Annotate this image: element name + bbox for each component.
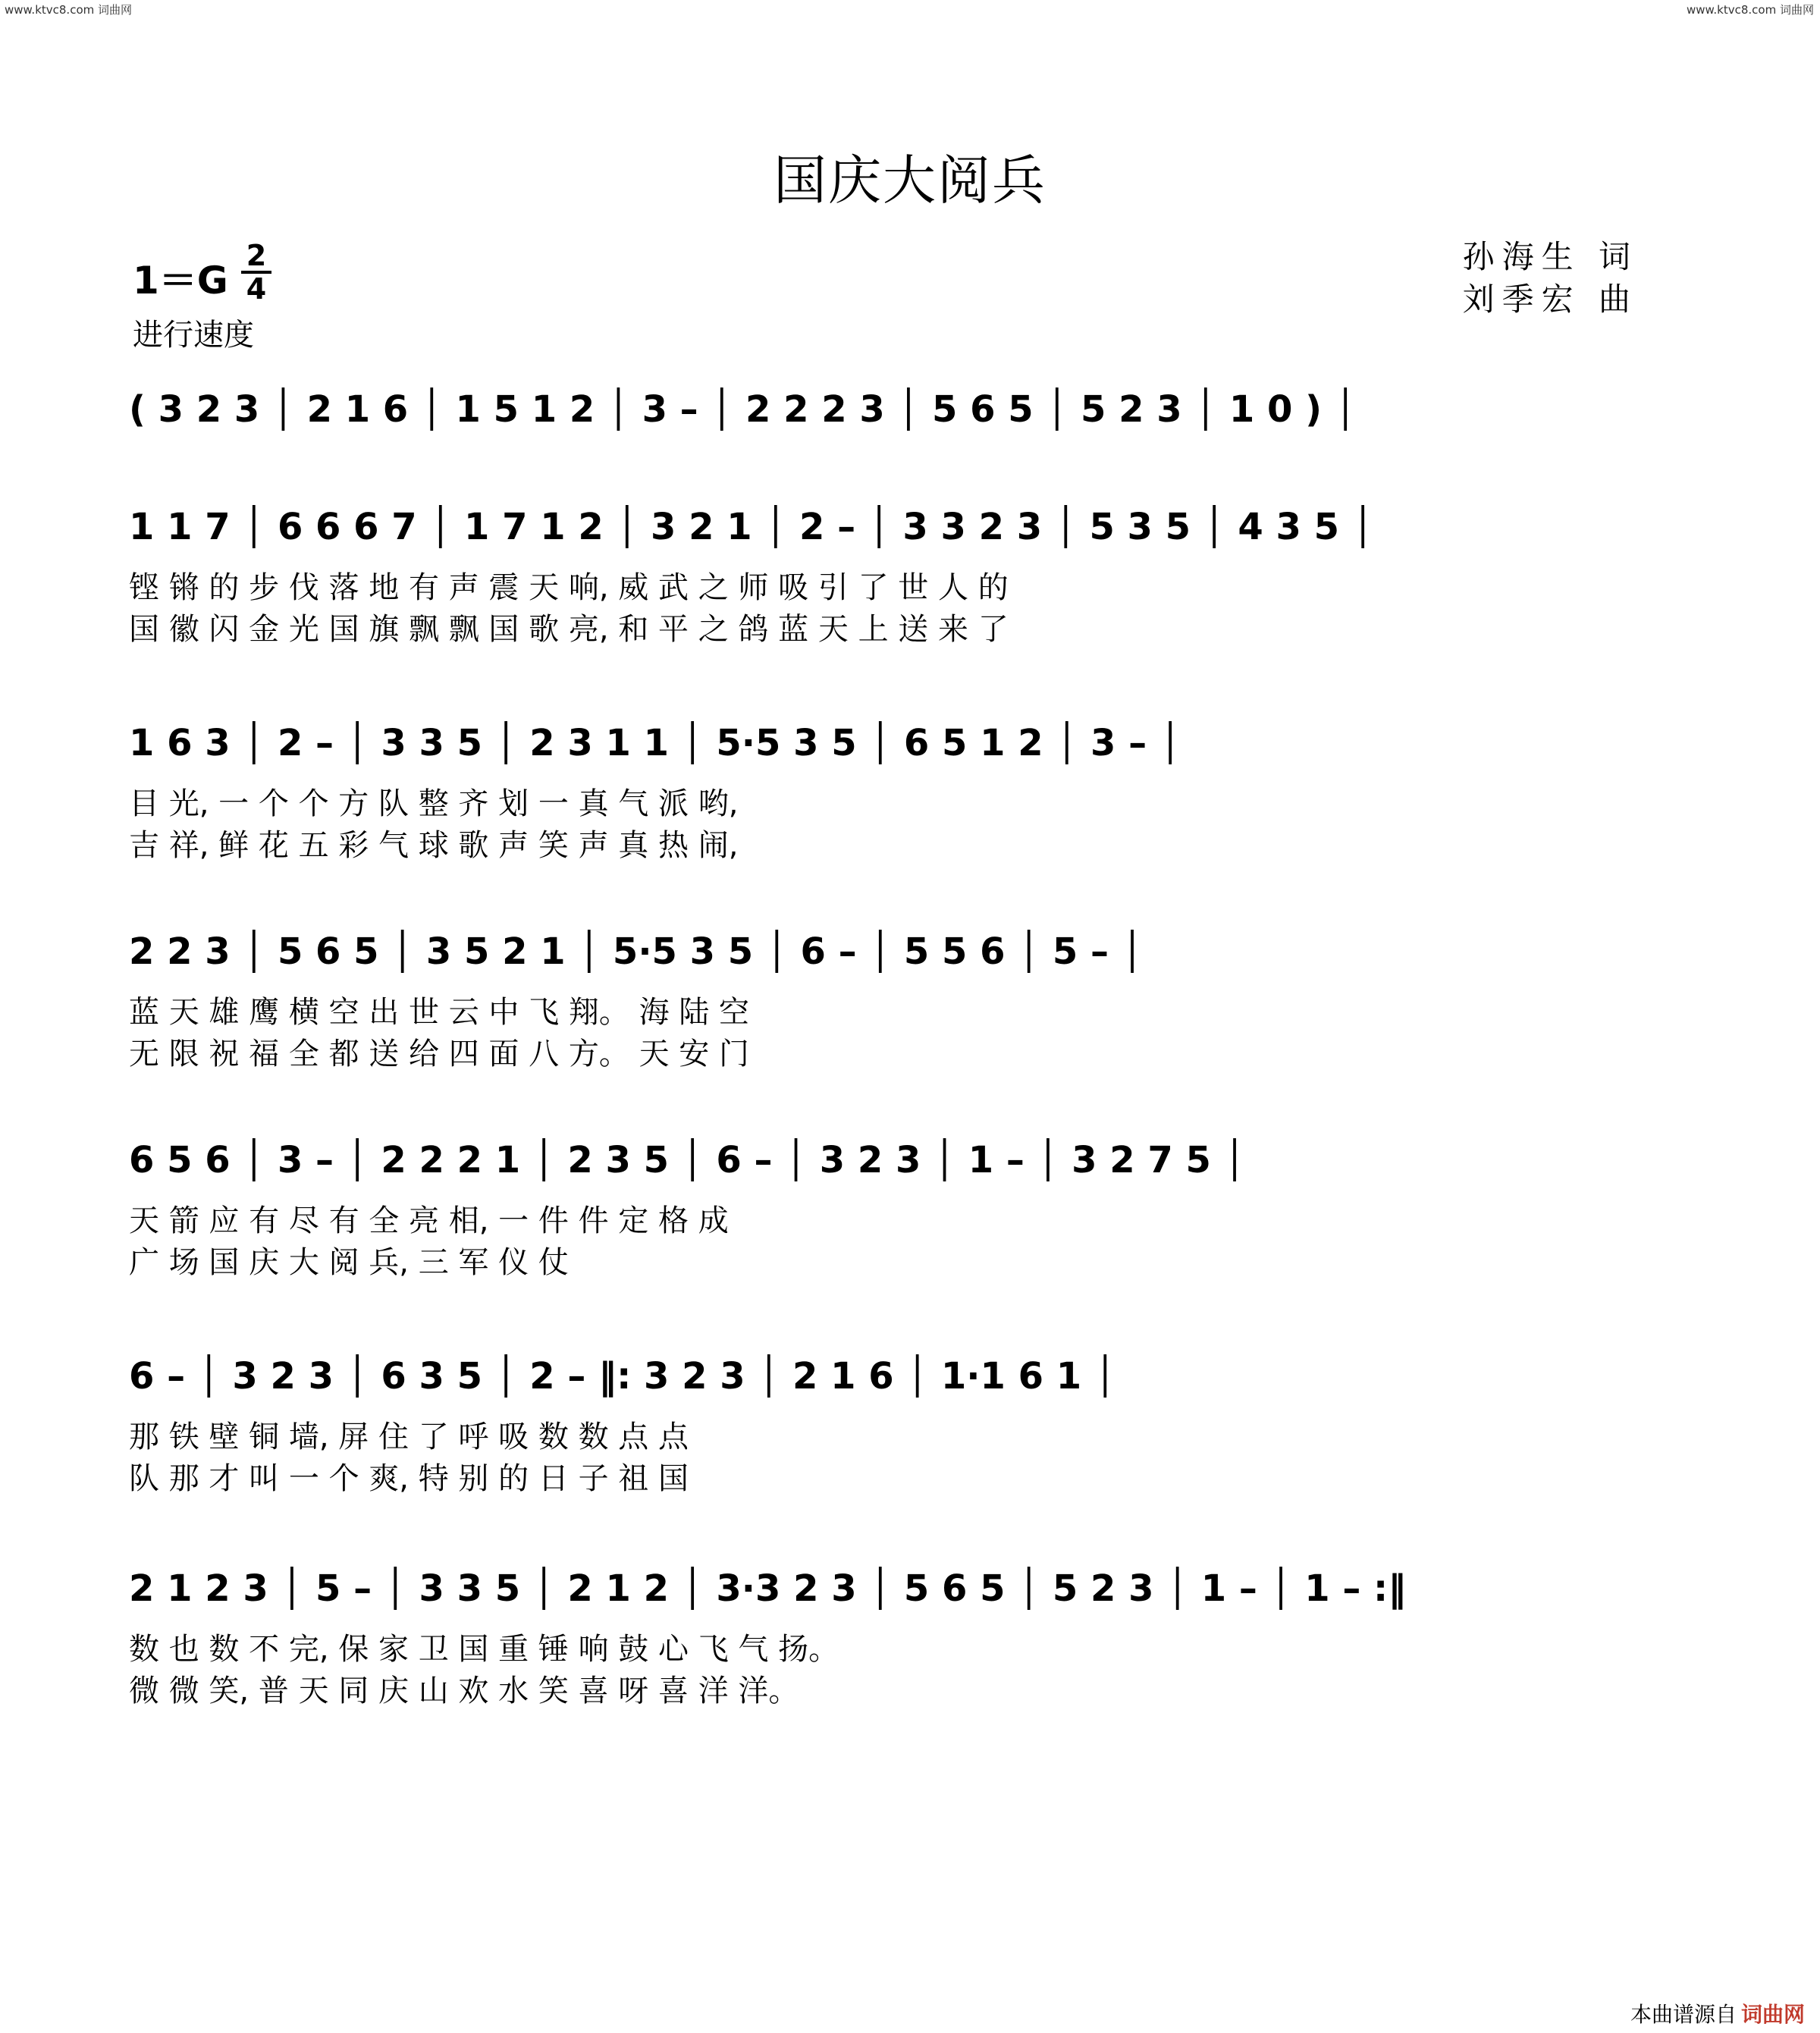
tempo-marking: 进行速度 [133, 318, 254, 353]
lyrics-verse-2: 国 徽 闪 金 光 国 旗 飘 飘 国 歌 亮, 和 平 之 鸽 蓝 天 上 送 来 了 [129, 612, 1009, 647]
lyrics-verse-1: 蓝 天 雄 鹰 横 空 出 世 云 中 飞 翔。 海 陆 空 [129, 995, 750, 1030]
notation-line: 6 – │ 3 2 3 │ 6 3 5 │ 2 – ‖: 3 2 3 │ 2 1 6 │ 1·1 6 1 │ [129, 1355, 1116, 1398]
lyrics-verse-2: 广 场 国 庆 大 阅 兵, 三 军 仪 仗 [129, 1245, 569, 1280]
notation-line: 6 5 6 │ 3 – │ 2 2 2 1 │ 2 3 5 │ 6 – │ 3 2 3 │ 1 – │ 3 2 7 5 │ [129, 1139, 1246, 1181]
score-system-7 [129, 1562, 1646, 1729]
time-signature [241, 239, 271, 306]
song-title: 国庆大阅兵 [774, 149, 1046, 212]
score-system-4 [129, 925, 1646, 1092]
source-label: 本曲谱源自 [1630, 2002, 1737, 2027]
watermark-left: www.ktvc8.com 词曲网 [5, 3, 133, 17]
notation-line: ( 3 2 3 │ 2 1 6 │ 1 5 1 2 │ 3 – │ 2 2 2 3 │ 5 6 5 │ 5 2 3 │ 1 0 ) │ [129, 388, 1357, 431]
score-system-6 [129, 1350, 1646, 1517]
lyrics-verse-1: 目 光, 一 个 个 方 队 整 齐 划 一 真 气 派 哟, [129, 786, 739, 821]
lyrics-verse-1: 数 也 数 不 完, 保 家 卫 国 重 锤 响 鼓 心 飞 气 扬。 [129, 1632, 839, 1667]
notation-line: 2 2 3 │ 5 6 5 │ 3 5 2 1 │ 5·5 3 5 │ 6 – │ 5 5 6 │ 5 – │ [129, 930, 1144, 973]
lyrics-verse-1: 天 箭 应 有 尽 有 全 亮 相, 一 件 件 定 格 成 [129, 1203, 729, 1238]
meter-top: 2 [246, 239, 267, 272]
meter-bottom: 4 [246, 272, 267, 306]
lyrics-verse-2: 微 微 笑, 普 天 同 庆 山 欢 水 笑 喜 呀 喜 洋 洋。 [129, 1674, 799, 1708]
lyrics-verse-1 [129, 451, 1646, 489]
score-system-3 [129, 717, 1646, 883]
key-signature: 1＝G [133, 259, 228, 303]
watermark-right: www.ktvc8.com 词曲网 [1686, 3, 1814, 17]
lyrics-verse-2: 无 限 祝 福 全 都 送 给 四 面 八 方。 天 安 门 [129, 1037, 750, 1071]
score-system-2 [129, 500, 1646, 667]
source-brand-link[interactable]: 词曲网 [1740, 2002, 1805, 2027]
lyrics-verse-1: 那 铁 壁 铜 墙, 屏 住 了 呼 吸 数 数 点 点 [129, 1420, 689, 1454]
notation-line: 1 1 7 │ 6 6 6 7 │ 1 7 1 2 │ 3 2 1 │ 2 – │ 3 3 2 3 │ 5 3 5 │ 4 3 5 │ [129, 506, 1374, 548]
lyricist-credit: 孙海生 词 [1462, 238, 1638, 275]
composer-credit: 刘季宏 曲 [1462, 281, 1638, 318]
lyrics-verse-2: 吉 祥, 鲜 花 五 彩 气 球 歌 声 笑 声 真 热 闹, [129, 828, 739, 863]
score-system-5 [129, 1134, 1646, 1300]
notation-line: 2 1 2 3 │ 5 – │ 3 3 5 │ 2 1 2 │ 3·3 2 3 │ 5 6 5 │ 5 2 3 │ 1 – │ 1 – :‖ [129, 1567, 1407, 1610]
lyrics-verse-2: 队 那 才 叫 一 个 爽, 特 别 的 日 子 祖 国 [129, 1461, 689, 1496]
source-footer [1630, 1998, 1805, 2028]
notation-line: 1 6 3 │ 2 – │ 3 3 5 │ 2 3 1 1 │ 5·5 3 5 │ 6 5 1 2 │ 3 – │ [129, 722, 1181, 764]
lyrics-verse-1: 铿 锵 的 步 伐 落 地 有 声 震 天 响, 威 武 之 师 吸 引 了 世 人 的 [129, 570, 1009, 605]
